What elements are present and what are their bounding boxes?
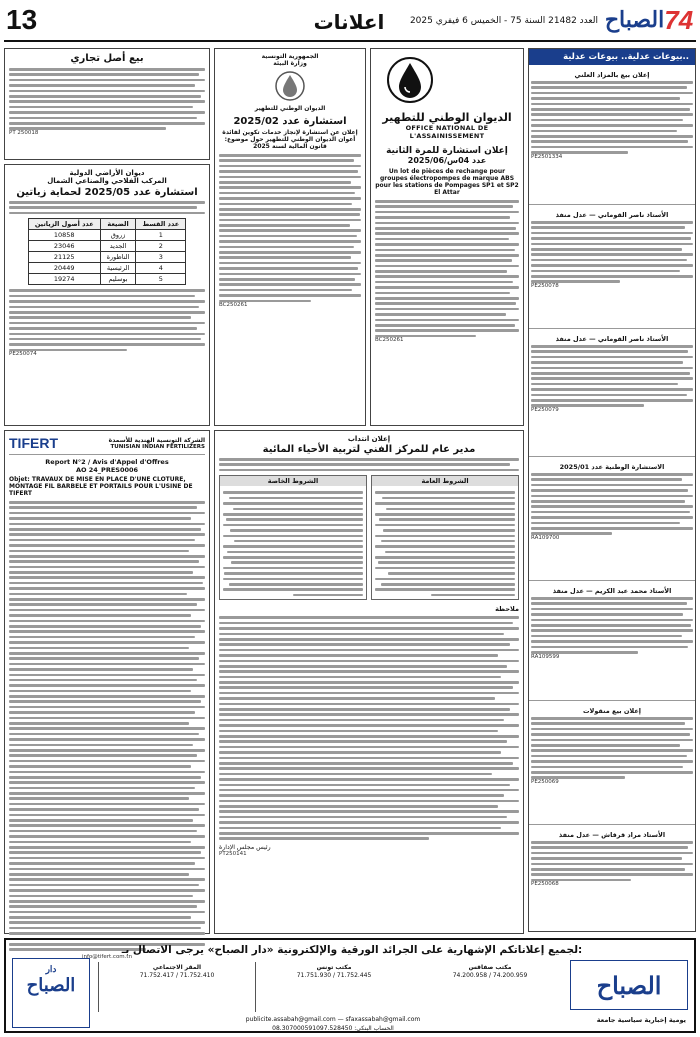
tifert-notice	[4, 430, 210, 961]
tifert-name-ar: الشركة التونسية الهندية للأسمدة	[108, 436, 205, 444]
masthead	[409, 4, 694, 38]
classified-title: إعلان بيع منقولات	[582, 707, 641, 715]
classifieds-column	[528, 48, 696, 932]
land-office-subhead: المركب الفلاحي والصناعي الشمال	[47, 177, 167, 185]
cell: 21125	[28, 252, 100, 263]
classified-ref: PE250078	[531, 282, 559, 289]
cell: 10858	[28, 230, 100, 241]
onas-title: إعلان استشارة للمرة الثانية	[386, 146, 508, 156]
onas-name-fr: OFFICE NATIONAL DE L'ASSAINISSEMENT	[405, 124, 489, 140]
ministry-label: وزارة البيئة	[273, 60, 307, 67]
contact-phone[interactable]: 71.752.445 / 71.751.930	[296, 972, 372, 979]
cell: 19274	[28, 274, 100, 285]
classified-item	[529, 205, 695, 329]
recruit-signature: رئيس مجلس الإدارة	[219, 844, 271, 851]
section-title: اعلانات	[313, 10, 385, 34]
col-header: الضيعة	[100, 219, 136, 230]
advertising-footer	[4, 938, 696, 1033]
contact-cell	[98, 962, 255, 1012]
business-title: بيع أصل تجاري	[70, 53, 144, 64]
footer-bank-line: الحساب البنكي: 08.307000591097.528450	[272, 1025, 394, 1032]
col-header: عدد القسط	[136, 219, 186, 230]
tifert-logo: TIFERT	[9, 435, 58, 451]
cell: الناظورة	[100, 252, 136, 263]
ministry-notice	[214, 48, 366, 426]
classified-item	[529, 65, 695, 205]
classified-ref: PE250069	[531, 778, 559, 785]
footer-tagline: يومية إخبارية سياسية جامعة	[596, 1016, 686, 1024]
cell: الجديد	[100, 241, 136, 252]
tifert-aon: AO 24_PRES0006	[75, 466, 139, 474]
land-office-head: ديوان الأراضي الدولية	[69, 169, 145, 177]
classified-item	[529, 581, 695, 701]
business-ref: PT 250018	[9, 129, 39, 136]
logo-word: الصباح	[604, 7, 665, 33]
olive-table	[28, 218, 186, 285]
page-header	[4, 4, 696, 42]
recruit-ref: PT250141	[219, 851, 247, 857]
classified-title: الأستاذ مراد قرقاش — عدل منفذ	[558, 831, 666, 839]
recruit-head: إعلان انتداب	[347, 435, 391, 443]
cell: 1	[136, 230, 186, 241]
contact-cell	[412, 962, 568, 1012]
tifert-email: info@tifert.com.tn	[81, 954, 133, 961]
consult-ref: BC250261	[219, 302, 248, 309]
cell: 3	[136, 252, 186, 263]
classified-title: إعلان بيع بالمزاد العلني	[574, 71, 650, 79]
logo-number: 74	[664, 5, 694, 35]
footer-logo-top: دار	[45, 965, 57, 975]
cell: الرئيسية	[100, 263, 136, 274]
land-office-notice	[4, 164, 210, 426]
contact-phone[interactable]: 71.752.410 / 71.752.417	[139, 972, 215, 979]
tifert-objet: Objet: TRAVAUX DE MISE EN PLACE D'UNE CLOTURE, MONTAGE FIL BARBELE ET PORTAILS POUR L'USINE DE TIFERT	[9, 476, 193, 497]
classified-title: الأستاذ محمد عبد الكريم — عدل منفذ	[552, 587, 672, 595]
contact-label: المقر الاجتماعي	[152, 964, 202, 971]
footer-title: لجميع إعلاناتكم الإشهارية على الجرائد الورقية والإلكترونية «دار الصباح» يرجى الاتصال بـ:	[121, 944, 583, 956]
classified-ref: PE250079	[531, 406, 559, 413]
onas-number: عدد 04س/2025/06	[407, 156, 487, 165]
table-row	[28, 252, 185, 263]
footer-logo-word: الصباح	[596, 970, 662, 1000]
contact-label: مكتب تونس	[316, 964, 352, 971]
republic-label: الجمهورية التونسية	[261, 53, 319, 60]
footer-contacts	[98, 962, 568, 1012]
land-office-title: استشارة عدد 2025/05 لحماية زياتين	[16, 187, 198, 198]
business-sale-notice	[4, 48, 210, 160]
recruit-title: مدير عام للمركز الفني لتربية الأحياء المائية	[262, 444, 476, 455]
consult-subtitle: إعلان عن استشارة لإنجاز خدمات تكوين لفائدة أعوان الديوان الوطني للتطهير حول موضوع: قانون المالية لسنة 2025	[222, 129, 358, 150]
cell: 5	[136, 274, 186, 285]
recruitment-notice	[214, 430, 524, 934]
classified-item	[529, 329, 695, 457]
page-number: 13	[6, 4, 38, 35]
footer-logo-bottom: الصباح	[26, 975, 76, 996]
classified-ref: RA109700	[531, 534, 560, 541]
contact-cell	[255, 962, 412, 1012]
cell: زروق	[100, 230, 136, 241]
contact-label: مكتب صفاقس	[468, 964, 512, 971]
tifert-report: Report N°2 / Avis d'Appel d'Offres	[45, 458, 169, 466]
cell: 20449	[28, 263, 100, 274]
cell: 4	[136, 263, 186, 274]
cell: 23046	[28, 241, 100, 252]
classified-ref: RA109599	[531, 653, 560, 660]
classifieds-head: بيوعات عدلية.. بيوعات عدلية..	[529, 49, 695, 65]
footer-logo-small[interactable]	[12, 958, 90, 1028]
footer-email-line[interactable]: publicite.assabah@gmail.com — sfaxassabah@gmail.com	[245, 1016, 421, 1023]
classified-item	[529, 825, 695, 923]
classified-ref: PE2501334	[531, 153, 563, 160]
classified-ref: PE250068	[531, 881, 559, 888]
agency-logo-icon	[270, 69, 310, 103]
onas-logo-icon	[375, 55, 445, 105]
classified-item	[529, 457, 695, 581]
contact-phone[interactable]: 74.200.959 / 74.200.958	[452, 972, 528, 979]
notes-head: ملاحظة	[495, 605, 519, 614]
col-header: عدد أصول الزياتين	[28, 219, 100, 230]
special-conditions-head: الشروط الخاصة	[220, 476, 366, 486]
general-conditions-head: الشروط العامة	[372, 476, 518, 486]
consult-title: استشارة عدد 2025/02	[233, 116, 347, 127]
classified-title: الاستشارة الوطنية عدد 2025/01	[559, 463, 665, 471]
table-row	[28, 241, 185, 252]
classified-title: الأستاذ ناصر القوماني — عدل منفذ	[555, 335, 669, 343]
cell: 2	[136, 241, 186, 252]
classified-item	[529, 701, 695, 825]
footer-logo[interactable]	[570, 960, 688, 1010]
classified-title: الأستاذ ناصر القوماني — عدل منفذ	[555, 211, 669, 219]
table-row	[28, 263, 185, 274]
onas-fr-head: Un lot de pièces de rechange pour groupes électropompes de marque ABS pour les stations de Pompages SP1 et SP2 El Attar	[375, 168, 519, 196]
table-row	[28, 230, 185, 241]
onas-name: الديوان الوطني للتطهير	[382, 111, 512, 124]
land-office-ref: PE250074	[9, 351, 37, 358]
agency-name: الديوان الوطني للتطهير	[254, 105, 326, 112]
table-row	[28, 274, 185, 285]
newspaper-logo[interactable]	[602, 4, 694, 36]
tifert-name-fr: TUNISIAN INDIAN FERTILIZERS	[110, 443, 205, 450]
issue-line: العدد 21482 السنة 75 - الخميس 6 فيفري 2025	[409, 16, 598, 26]
onas-ref: BC250261	[375, 337, 404, 344]
onas-notice	[370, 48, 524, 426]
cell: بوسليم	[100, 274, 136, 285]
